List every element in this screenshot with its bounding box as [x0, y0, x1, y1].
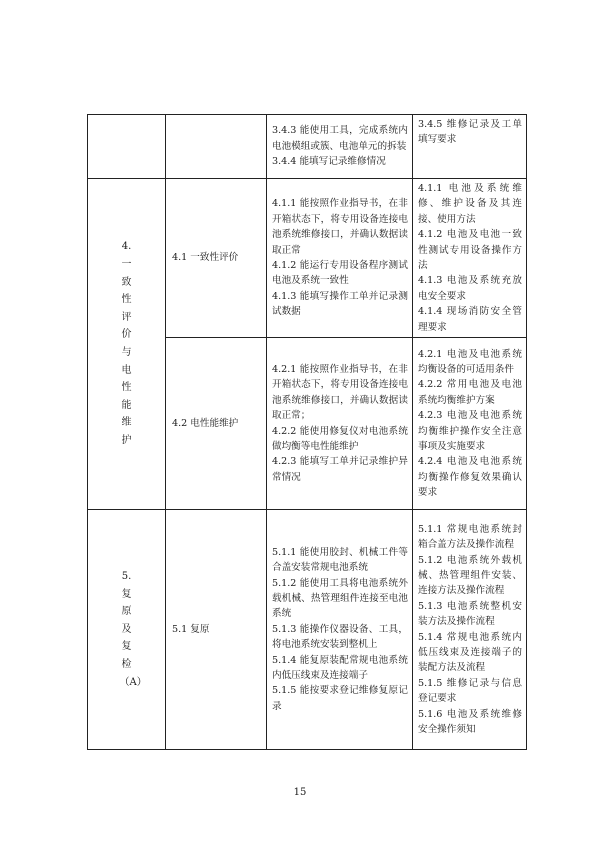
skill-item: 5.1.5 能按要求登记维修复原记录 — [272, 685, 408, 712]
skill-item: 3.4.3 能使用工具，完成系统内电池模组或簇、电池单元的拆装 — [272, 125, 408, 152]
table-row — [88, 510, 527, 750]
work-unit-label: 4.1 一致性评价 — [172, 252, 239, 264]
function-label: 5.复原及复检（A） — [119, 570, 147, 688]
knowledge-item: 4.2.3 电池及电池系统均衡维护操作安全注意事项及实施要求 — [418, 410, 522, 452]
table-row — [88, 115, 527, 179]
function-label: 4.一致性评价与电性能维护 — [121, 241, 132, 446]
knowledge-item: 5.1.2 电池系统外载机械、热管理组件安装、连接方法及操作流程 — [418, 554, 522, 597]
knowledge-item: 4.1.2 电池及电池一致性测试专用设备操作方法 — [418, 229, 522, 272]
skill-item: 4.1.3 能填写操作工单并记录测试数据 — [272, 290, 408, 318]
knowledge-item: 5.1.3 电池系统整机安装方法及操作流程 — [418, 600, 522, 628]
table-row — [88, 179, 527, 338]
skill-requirements-cell — [267, 179, 413, 338]
skill-item: 4.2.1 能按照作业指导书，在非开箱状态下，将专用设备连接电池系统维修接口，并确认数据读取正常； — [272, 363, 408, 422]
skill-requirements-cell — [267, 115, 413, 179]
knowledge-item: 5.1.5 维修记录与信息登记要求 — [418, 677, 522, 705]
knowledge-item: 4.1.3 电池及系统充放电安全要求 — [418, 275, 522, 302]
knowledge-item: 4.2.2 常用电池及电池系统均衡维护方案 — [418, 379, 522, 406]
knowledge-item: 5.1.6 电池及系统维修安全操作须知 — [418, 708, 522, 735]
skill-item: 4.2.2 能使用修复仪对电池系统做均衡等电性能维护 — [272, 425, 408, 452]
skill-item: 4.1.2 能运行专用设备程序测试电池及系统一致性 — [272, 260, 408, 287]
skill-item: 5.1.1 能使用胶封、机械工件等合盖安装常规电池系统 — [272, 546, 408, 574]
function-cell — [88, 510, 166, 750]
skill-item: 5.1.3 能操作仪器设备、工具，将电池系统安装到整机上 — [272, 623, 408, 651]
function-cell-empty — [88, 115, 166, 179]
skill-requirements-cell — [267, 510, 413, 750]
knowledge-item: 4.1.4 现场消防安全管理要求 — [418, 306, 522, 333]
work-unit-cell — [166, 338, 267, 510]
knowledge-item: 4.2.1 电池及电池系统均衡设备的可适用条件 — [418, 348, 522, 375]
skill-item: 4.1.1 能按照作业指导书，在非开箱状态下，将专用设备连接电池系统维修接口，并确认数据读取正常 — [272, 198, 408, 256]
skill-item: 5.1.2 能使用工具将电池系统外载机械、热管理组件连接至电池系统 — [272, 577, 408, 620]
skills-table — [87, 114, 527, 750]
skill-item: 3.4.4 能填写记录维修情况 — [272, 156, 386, 168]
unit-cell-empty — [166, 115, 267, 179]
knowledge-item: 4.2.4 电池及电池系统均衡操作修复效果确认要求 — [418, 456, 522, 499]
function-cell — [88, 179, 166, 510]
knowledge-item: 5.1.1 常规电池系统封箱合盖方法及操作流程 — [418, 523, 522, 551]
work-unit-label: 5.1 复原 — [172, 623, 210, 635]
skill-item: 5.1.4 能复原装配常规电池系统内低压线束及连接端子 — [272, 654, 408, 682]
work-unit-cell — [166, 179, 267, 338]
skill-requirements-cell — [267, 338, 413, 510]
skill-item: 4.2.3 能填写工单并记录维护异常情况 — [272, 456, 408, 483]
knowledge-requirements-cell — [413, 510, 527, 750]
work-unit-cell — [166, 510, 267, 750]
knowledge-item: 4.1.1 电池及系统维修、维护设备及其连接、使用方法 — [418, 183, 522, 225]
knowledge-item: 5.1.4 常规电池系统内低压线束及连接端子的装配方法及流程 — [418, 631, 522, 674]
knowledge-item: 3.4.5 维修记录及工单填写要求 — [418, 119, 522, 146]
knowledge-requirements-cell — [413, 338, 527, 510]
knowledge-requirements-cell — [413, 115, 527, 179]
work-unit-label: 4.2 电性能维护 — [172, 417, 239, 429]
page-number: 15 — [293, 787, 307, 798]
knowledge-requirements-cell — [413, 179, 527, 338]
